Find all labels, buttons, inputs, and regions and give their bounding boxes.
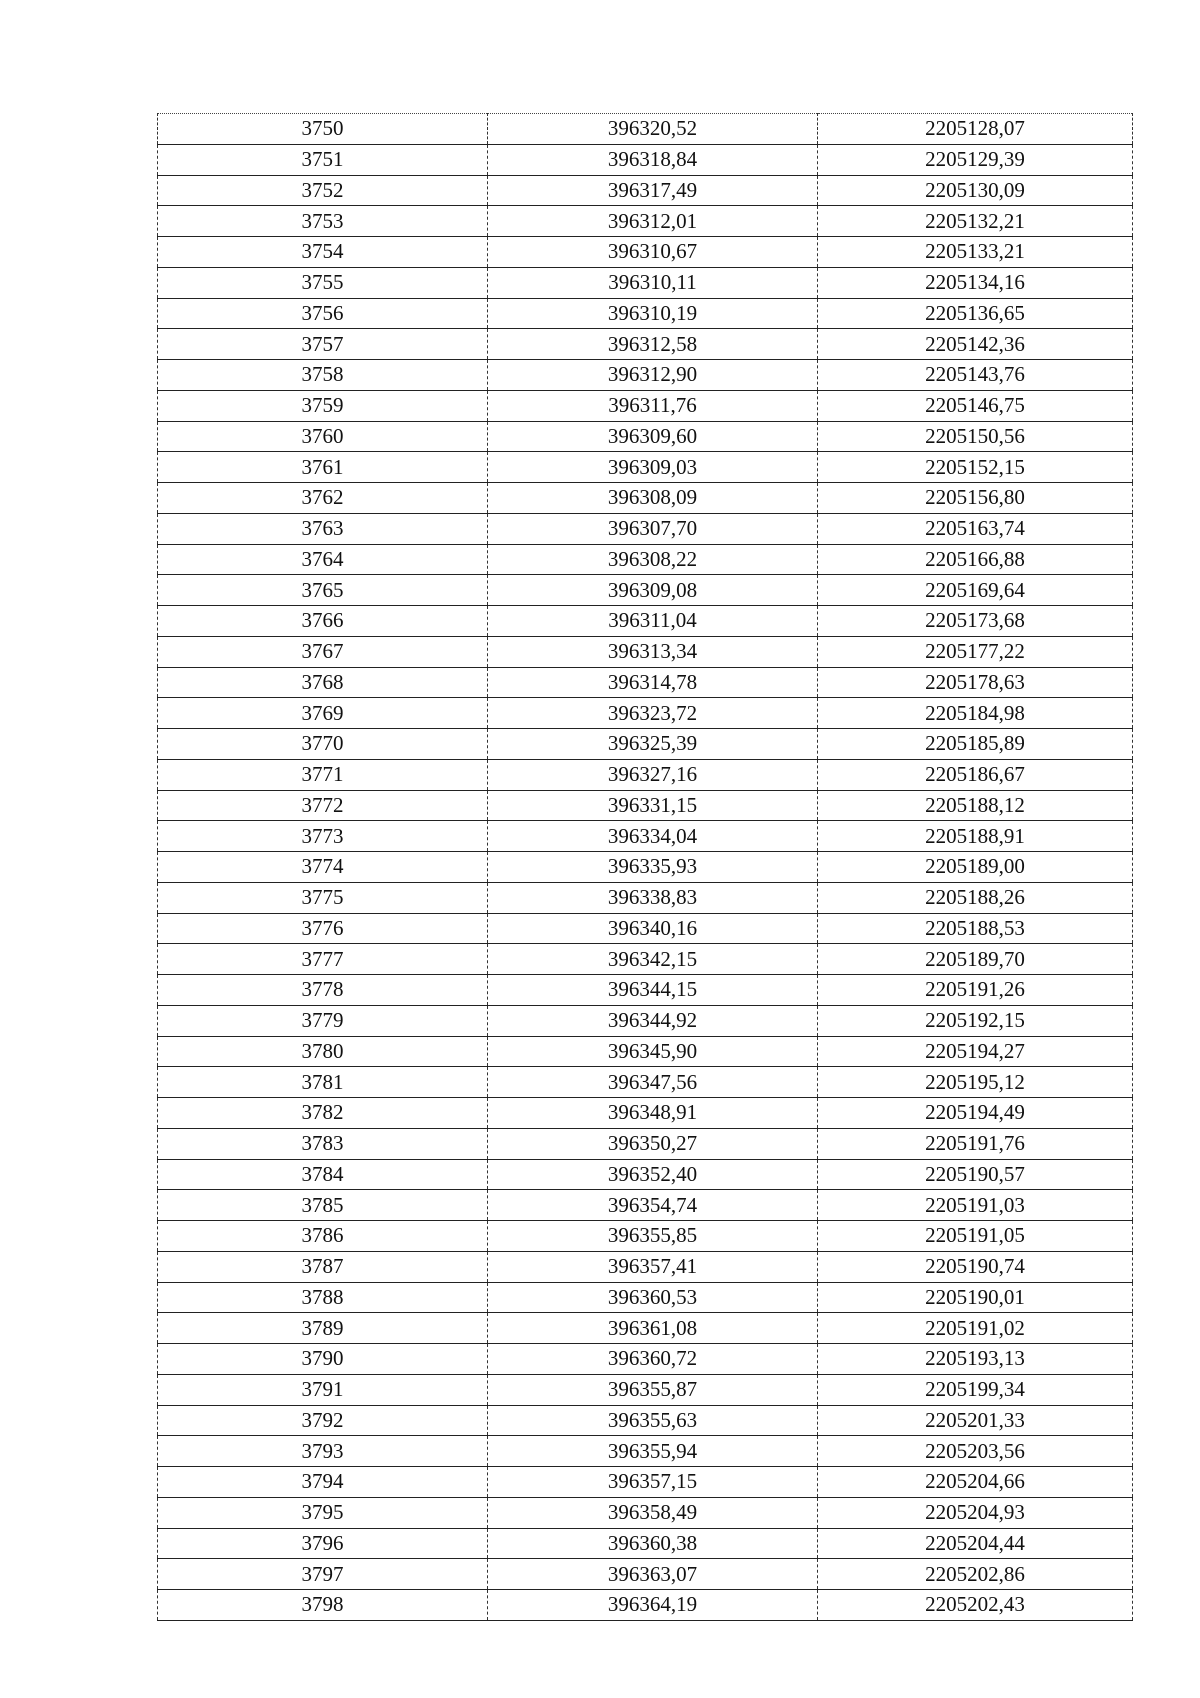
table-row	[158, 1405, 1133, 1436]
y-coordinate-cell: 2205169,64	[818, 575, 1133, 606]
x-coordinate-cell: 396312,01	[488, 206, 818, 237]
table-row	[158, 1067, 1133, 1098]
point-number-cell: 3767	[158, 636, 488, 667]
table-row	[158, 975, 1133, 1006]
point-number-cell: 3759	[158, 390, 488, 421]
coordinates-table	[157, 113, 1133, 1621]
x-coordinate-cell: 396352,40	[488, 1159, 818, 1190]
table-row	[158, 483, 1133, 514]
point-number-cell: 3753	[158, 206, 488, 237]
table-row	[158, 329, 1133, 360]
y-coordinate-cell: 2205204,44	[818, 1528, 1133, 1559]
y-coordinate-cell: 2205190,01	[818, 1282, 1133, 1313]
table-row	[158, 206, 1133, 237]
x-coordinate-cell: 396310,67	[488, 237, 818, 268]
table-row	[158, 1436, 1133, 1467]
point-number-cell: 3771	[158, 759, 488, 790]
y-coordinate-cell: 2205178,63	[818, 667, 1133, 698]
table-row	[158, 1528, 1133, 1559]
y-coordinate-cell: 2205188,12	[818, 790, 1133, 821]
x-coordinate-cell: 396360,38	[488, 1528, 818, 1559]
point-number-cell: 3797	[158, 1559, 488, 1590]
table-row	[158, 944, 1133, 975]
x-coordinate-cell: 396357,41	[488, 1251, 818, 1282]
table-row	[158, 636, 1133, 667]
y-coordinate-cell: 2205150,56	[818, 421, 1133, 452]
point-number-cell: 3791	[158, 1374, 488, 1405]
table-row	[158, 1128, 1133, 1159]
point-number-cell: 3765	[158, 575, 488, 606]
table-row	[158, 821, 1133, 852]
y-coordinate-cell: 2205188,53	[818, 913, 1133, 944]
y-coordinate-cell: 2205191,26	[818, 975, 1133, 1006]
x-coordinate-cell: 396308,22	[488, 544, 818, 575]
point-number-cell: 3796	[158, 1528, 488, 1559]
table-row	[158, 144, 1133, 175]
point-number-cell: 3755	[158, 267, 488, 298]
x-coordinate-cell: 396309,08	[488, 575, 818, 606]
point-number-cell: 3762	[158, 483, 488, 514]
y-coordinate-cell: 2205133,21	[818, 237, 1133, 268]
point-number-cell: 3780	[158, 1036, 488, 1067]
point-number-cell: 3770	[158, 729, 488, 760]
table-row	[158, 852, 1133, 883]
point-number-cell: 3786	[158, 1221, 488, 1252]
point-number-cell: 3784	[158, 1159, 488, 1190]
table-row	[158, 175, 1133, 206]
point-number-cell: 3779	[158, 1005, 488, 1036]
y-coordinate-cell: 2205195,12	[818, 1067, 1133, 1098]
point-number-cell: 3798	[158, 1590, 488, 1621]
x-coordinate-cell: 396323,72	[488, 698, 818, 729]
point-number-cell: 3751	[158, 144, 488, 175]
x-coordinate-cell: 396311,04	[488, 606, 818, 637]
point-number-cell: 3768	[158, 667, 488, 698]
x-coordinate-cell: 396364,19	[488, 1590, 818, 1621]
point-number-cell: 3766	[158, 606, 488, 637]
y-coordinate-cell: 2205191,03	[818, 1190, 1133, 1221]
y-coordinate-cell: 2205203,56	[818, 1436, 1133, 1467]
x-coordinate-cell: 396347,56	[488, 1067, 818, 1098]
y-coordinate-cell: 2205202,86	[818, 1559, 1133, 1590]
point-number-cell: 3763	[158, 513, 488, 544]
y-coordinate-cell: 2205146,75	[818, 390, 1133, 421]
table-row	[158, 575, 1133, 606]
x-coordinate-cell: 396309,60	[488, 421, 818, 452]
table-row	[158, 1221, 1133, 1252]
y-coordinate-cell: 2205173,68	[818, 606, 1133, 637]
y-coordinate-cell: 2205193,13	[818, 1344, 1133, 1375]
table-row	[158, 1159, 1133, 1190]
point-number-cell: 3778	[158, 975, 488, 1006]
table-row	[158, 1282, 1133, 1313]
point-number-cell: 3760	[158, 421, 488, 452]
x-coordinate-cell: 396358,49	[488, 1497, 818, 1528]
x-coordinate-cell: 396355,85	[488, 1221, 818, 1252]
table-row	[158, 1005, 1133, 1036]
y-coordinate-cell: 2205129,39	[818, 144, 1133, 175]
x-coordinate-cell: 396340,16	[488, 913, 818, 944]
table-row	[158, 790, 1133, 821]
table-row	[158, 544, 1133, 575]
x-coordinate-cell: 396335,93	[488, 852, 818, 883]
y-coordinate-cell: 2205152,15	[818, 452, 1133, 483]
y-coordinate-cell: 2205194,49	[818, 1098, 1133, 1129]
table-row	[158, 1251, 1133, 1282]
point-number-cell: 3752	[158, 175, 488, 206]
y-coordinate-cell: 2205191,02	[818, 1313, 1133, 1344]
table-row	[158, 1559, 1133, 1590]
point-number-cell: 3756	[158, 298, 488, 329]
x-coordinate-cell: 396354,74	[488, 1190, 818, 1221]
x-coordinate-cell: 396342,15	[488, 944, 818, 975]
table-row	[158, 1036, 1133, 1067]
x-coordinate-cell: 396313,34	[488, 636, 818, 667]
y-coordinate-cell: 2205143,76	[818, 360, 1133, 391]
coordinates-table-body	[158, 114, 1133, 1621]
y-coordinate-cell: 2205194,27	[818, 1036, 1133, 1067]
x-coordinate-cell: 396327,16	[488, 759, 818, 790]
x-coordinate-cell: 396308,09	[488, 483, 818, 514]
x-coordinate-cell: 396310,11	[488, 267, 818, 298]
table-row	[158, 1313, 1133, 1344]
table-row	[158, 360, 1133, 391]
point-number-cell: 3789	[158, 1313, 488, 1344]
y-coordinate-cell: 2205189,70	[818, 944, 1133, 975]
y-coordinate-cell: 2205202,43	[818, 1590, 1133, 1621]
x-coordinate-cell: 396344,92	[488, 1005, 818, 1036]
table-row	[158, 421, 1133, 452]
table-row	[158, 1190, 1133, 1221]
x-coordinate-cell: 396344,15	[488, 975, 818, 1006]
point-number-cell: 3781	[158, 1067, 488, 1098]
point-number-cell: 3794	[158, 1467, 488, 1498]
x-coordinate-cell: 396320,52	[488, 114, 818, 145]
table-row	[158, 1590, 1133, 1621]
x-coordinate-cell: 396312,58	[488, 329, 818, 360]
y-coordinate-cell: 2205136,65	[818, 298, 1133, 329]
x-coordinate-cell: 396355,63	[488, 1405, 818, 1436]
table-row	[158, 759, 1133, 790]
x-coordinate-cell: 396361,08	[488, 1313, 818, 1344]
table-row	[158, 114, 1133, 145]
y-coordinate-cell: 2205190,74	[818, 1251, 1133, 1282]
y-coordinate-cell: 2205188,26	[818, 882, 1133, 913]
y-coordinate-cell: 2205185,89	[818, 729, 1133, 760]
y-coordinate-cell: 2205204,93	[818, 1497, 1133, 1528]
y-coordinate-cell: 2205204,66	[818, 1467, 1133, 1498]
table-row	[158, 513, 1133, 544]
point-number-cell: 3795	[158, 1497, 488, 1528]
point-number-cell: 3772	[158, 790, 488, 821]
y-coordinate-cell: 2205184,98	[818, 698, 1133, 729]
point-number-cell: 3754	[158, 237, 488, 268]
x-coordinate-cell: 396309,03	[488, 452, 818, 483]
x-coordinate-cell: 396363,07	[488, 1559, 818, 1590]
y-coordinate-cell: 2205134,16	[818, 267, 1133, 298]
x-coordinate-cell: 396350,27	[488, 1128, 818, 1159]
x-coordinate-cell: 396357,15	[488, 1467, 818, 1498]
y-coordinate-cell: 2205130,09	[818, 175, 1133, 206]
x-coordinate-cell: 396331,15	[488, 790, 818, 821]
y-coordinate-cell: 2205166,88	[818, 544, 1133, 575]
table-row	[158, 237, 1133, 268]
y-coordinate-cell: 2205189,00	[818, 852, 1133, 883]
x-coordinate-cell: 396310,19	[488, 298, 818, 329]
table-row	[158, 267, 1133, 298]
x-coordinate-cell: 396355,94	[488, 1436, 818, 1467]
point-number-cell: 3774	[158, 852, 488, 883]
table-row	[158, 1344, 1133, 1375]
table-row	[158, 698, 1133, 729]
point-number-cell: 3764	[158, 544, 488, 575]
table-row	[158, 1374, 1133, 1405]
y-coordinate-cell: 2205188,91	[818, 821, 1133, 852]
point-number-cell: 3787	[158, 1251, 488, 1282]
point-number-cell: 3758	[158, 360, 488, 391]
y-coordinate-cell: 2205132,21	[818, 206, 1133, 237]
point-number-cell: 3750	[158, 114, 488, 145]
point-number-cell: 3775	[158, 882, 488, 913]
table-row	[158, 729, 1133, 760]
y-coordinate-cell: 2205190,57	[818, 1159, 1133, 1190]
point-number-cell: 3788	[158, 1282, 488, 1313]
point-number-cell: 3783	[158, 1128, 488, 1159]
point-number-cell: 3776	[158, 913, 488, 944]
x-coordinate-cell: 396348,91	[488, 1098, 818, 1129]
x-coordinate-cell: 396311,76	[488, 390, 818, 421]
y-coordinate-cell: 2205128,07	[818, 114, 1133, 145]
y-coordinate-cell: 2205199,34	[818, 1374, 1133, 1405]
point-number-cell: 3773	[158, 821, 488, 852]
table-row	[158, 1467, 1133, 1498]
x-coordinate-cell: 396318,84	[488, 144, 818, 175]
table-row	[158, 298, 1133, 329]
table-row	[158, 882, 1133, 913]
point-number-cell: 3777	[158, 944, 488, 975]
y-coordinate-cell: 2205192,15	[818, 1005, 1133, 1036]
table-row	[158, 452, 1133, 483]
x-coordinate-cell: 396325,39	[488, 729, 818, 760]
y-coordinate-cell: 2205156,80	[818, 483, 1133, 514]
point-number-cell: 3785	[158, 1190, 488, 1221]
table-row	[158, 913, 1133, 944]
y-coordinate-cell: 2205201,33	[818, 1405, 1133, 1436]
y-coordinate-cell: 2205186,67	[818, 759, 1133, 790]
table-row	[158, 667, 1133, 698]
point-number-cell: 3769	[158, 698, 488, 729]
y-coordinate-cell: 2205177,22	[818, 636, 1133, 667]
point-number-cell: 3793	[158, 1436, 488, 1467]
table-row	[158, 390, 1133, 421]
x-coordinate-cell: 396355,87	[488, 1374, 818, 1405]
point-number-cell: 3792	[158, 1405, 488, 1436]
table-row	[158, 1497, 1133, 1528]
point-number-cell: 3757	[158, 329, 488, 360]
x-coordinate-cell: 396314,78	[488, 667, 818, 698]
point-number-cell: 3790	[158, 1344, 488, 1375]
x-coordinate-cell: 396345,90	[488, 1036, 818, 1067]
table-row	[158, 1098, 1133, 1129]
table-row	[158, 606, 1133, 637]
x-coordinate-cell: 396360,72	[488, 1344, 818, 1375]
y-coordinate-cell: 2205142,36	[818, 329, 1133, 360]
y-coordinate-cell: 2205191,05	[818, 1221, 1133, 1252]
point-number-cell: 3782	[158, 1098, 488, 1129]
y-coordinate-cell: 2205163,74	[818, 513, 1133, 544]
x-coordinate-cell: 396317,49	[488, 175, 818, 206]
x-coordinate-cell: 396312,90	[488, 360, 818, 391]
y-coordinate-cell: 2205191,76	[818, 1128, 1133, 1159]
point-number-cell: 3761	[158, 452, 488, 483]
x-coordinate-cell: 396338,83	[488, 882, 818, 913]
x-coordinate-cell: 396334,04	[488, 821, 818, 852]
x-coordinate-cell: 396360,53	[488, 1282, 818, 1313]
x-coordinate-cell: 396307,70	[488, 513, 818, 544]
